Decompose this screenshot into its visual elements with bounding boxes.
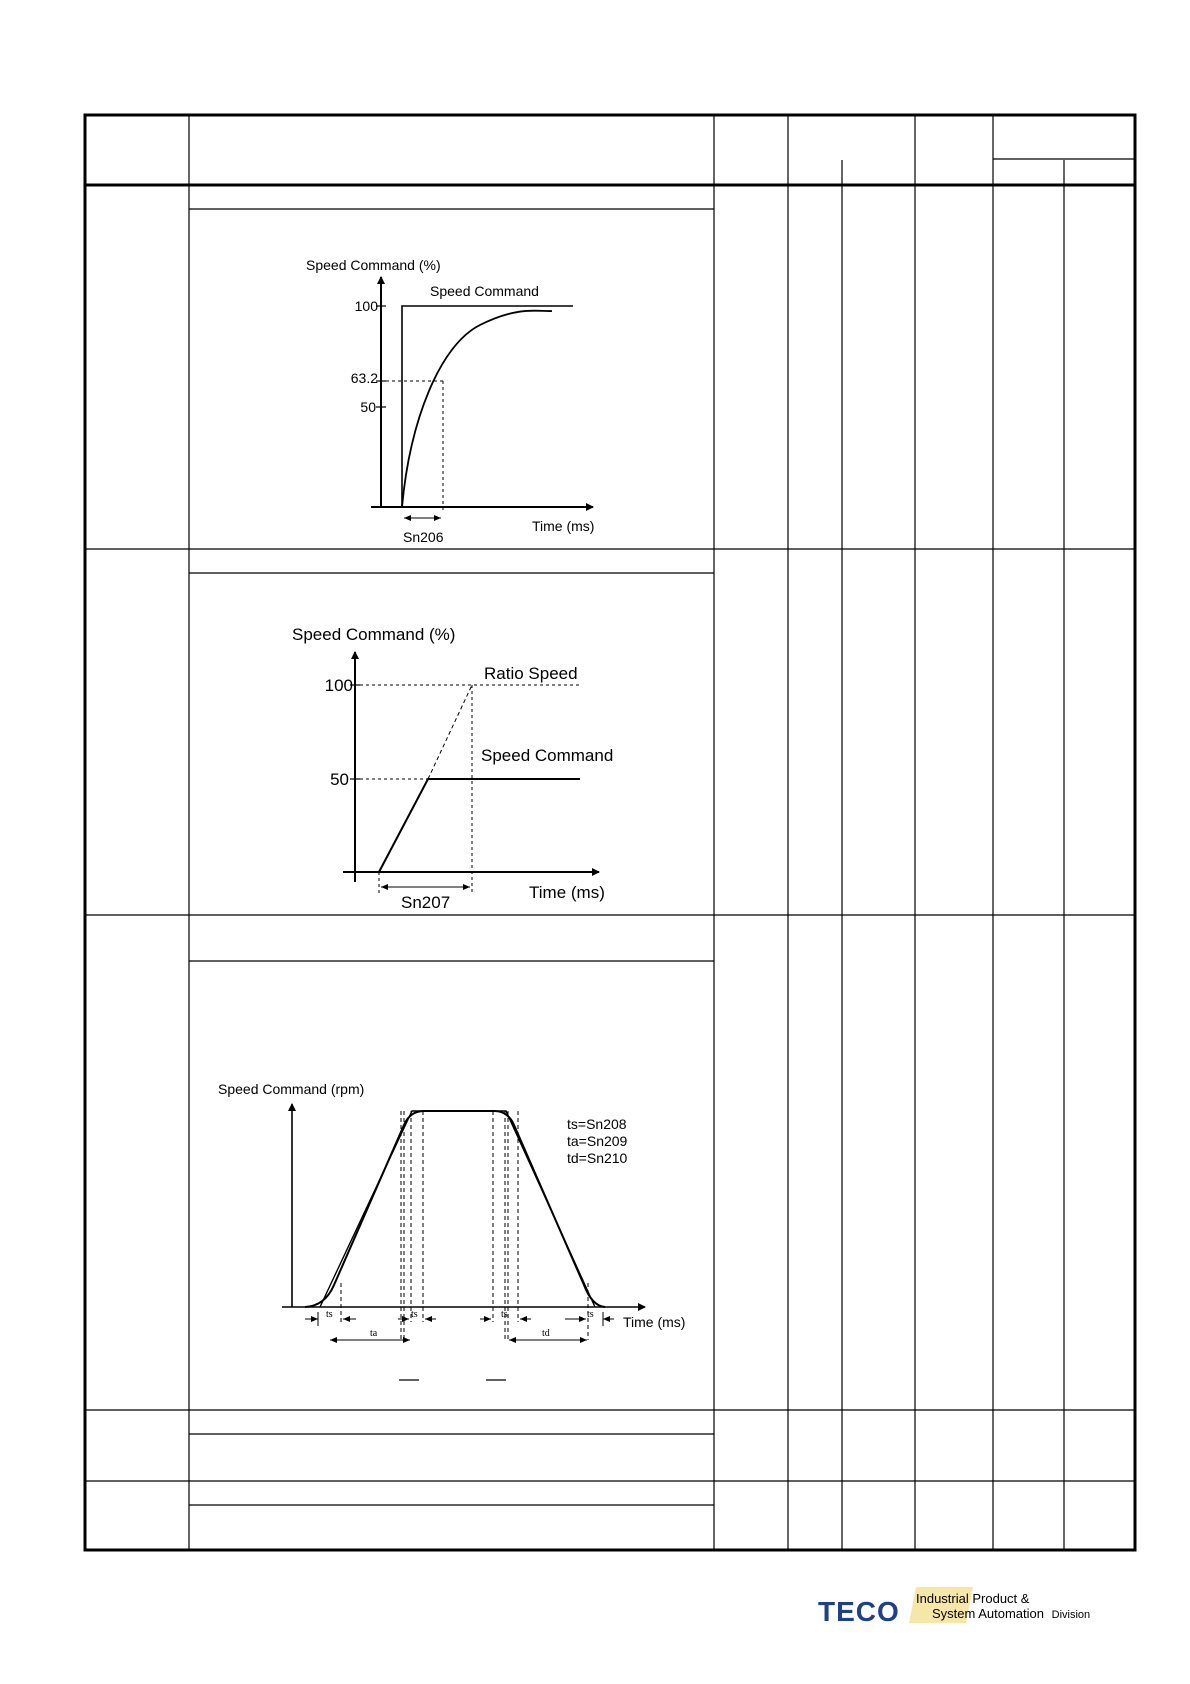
legend-td: td=Sn210 [567, 1150, 628, 1166]
svg-text:System Automation Division [932, 1606, 1090, 1621]
x-axis-title: Time (ms) [623, 1314, 686, 1330]
ratio-speed-label: Ratio Speed [484, 664, 578, 683]
legend-ta: ta=Sn209 [567, 1133, 628, 1149]
s-curve-profile [305, 1111, 605, 1307]
figure-sn206 [306, 257, 594, 545]
trapezoid-profile [320, 1111, 595, 1307]
speed-command-label: Speed Command [481, 746, 614, 765]
legend-ts: ts=Sn208 [567, 1116, 627, 1132]
tick-label-63-2: 63.2 [350, 370, 378, 386]
step-command-line [402, 306, 573, 507]
curve-label: Speed Command [430, 283, 539, 299]
filtered-speed-curve [402, 311, 552, 507]
division-line-1: Industrial Product & [916, 1591, 1030, 1606]
ta-label: ta [370, 1328, 378, 1339]
ts-label-1: ts [326, 1309, 333, 1320]
figure-sn207 [292, 625, 613, 912]
tick-label-50: 50 [360, 399, 376, 415]
x-axis-title: Time (ms) [532, 518, 595, 534]
logo-wordmark: TECO [818, 1596, 900, 1627]
td-label: td [542, 1328, 550, 1339]
param-label-sn207: Sn207 [401, 893, 451, 912]
table-grid [85, 115, 1135, 1550]
figure-s-curve [218, 1081, 685, 1380]
tick-label-100: 100 [354, 298, 378, 314]
tick-label-100: 100 [324, 676, 353, 695]
tick-label-50: 50 [330, 770, 349, 789]
ts-label-2: ts [411, 1309, 418, 1320]
ramped-command-line [379, 779, 580, 872]
ts-label-3: ts [501, 1309, 508, 1320]
division-word: Division [1051, 1609, 1091, 1621]
division-line-2: System Automation [932, 1606, 1044, 1621]
y-axis-title: Speed Command (rpm) [218, 1081, 365, 1097]
param-label-sn206: Sn206 [403, 529, 444, 545]
x-axis-title: Time (ms) [529, 883, 605, 902]
y-axis-title: Speed Command (%) [306, 257, 441, 273]
ts-label-4: ts [587, 1309, 594, 1320]
teco-logo [818, 1585, 1118, 1635]
y-axis-title: Speed Command (%) [292, 625, 456, 644]
